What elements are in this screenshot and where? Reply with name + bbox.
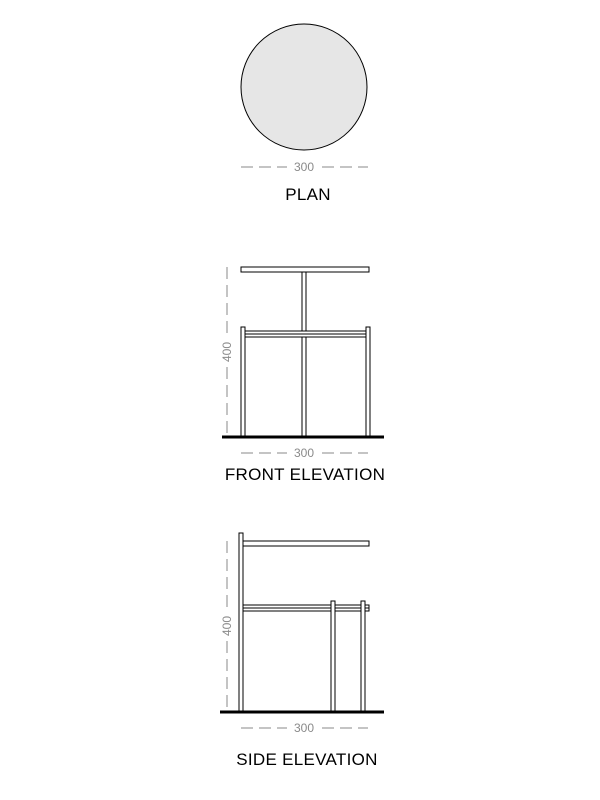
front-height-dimension [220,267,234,437]
side-rear-post [239,533,243,712]
side-width-dimension [241,721,368,735]
plan-width-label: 300 [293,160,315,174]
side-tabletop [243,541,369,546]
front-elevation-view [220,267,385,484]
side-elevation-title: SIDE ELEVATION [236,750,378,769]
side-elevation-view [220,533,384,769]
plan-tabletop-circle [241,24,367,150]
side-front-leg-2 [361,601,365,712]
front-left-leg [241,327,245,437]
front-elevation-title: FRONT ELEVATION [224,465,386,484]
plan-width-dimension [241,160,368,174]
front-height-label: 400 [220,341,234,363]
front-width-label: 300 [293,446,315,460]
front-right-leg [366,327,370,437]
front-width-dimension [241,446,368,460]
plan-view [241,24,368,204]
plan-title: PLAN [285,185,331,204]
side-front-leg-1 [331,601,335,712]
front-central-column [302,272,306,437]
side-width-label: 300 [293,721,315,735]
side-height-label: 400 [220,615,234,637]
side-height-dimension [220,541,234,712]
front-tabletop [241,267,369,272]
